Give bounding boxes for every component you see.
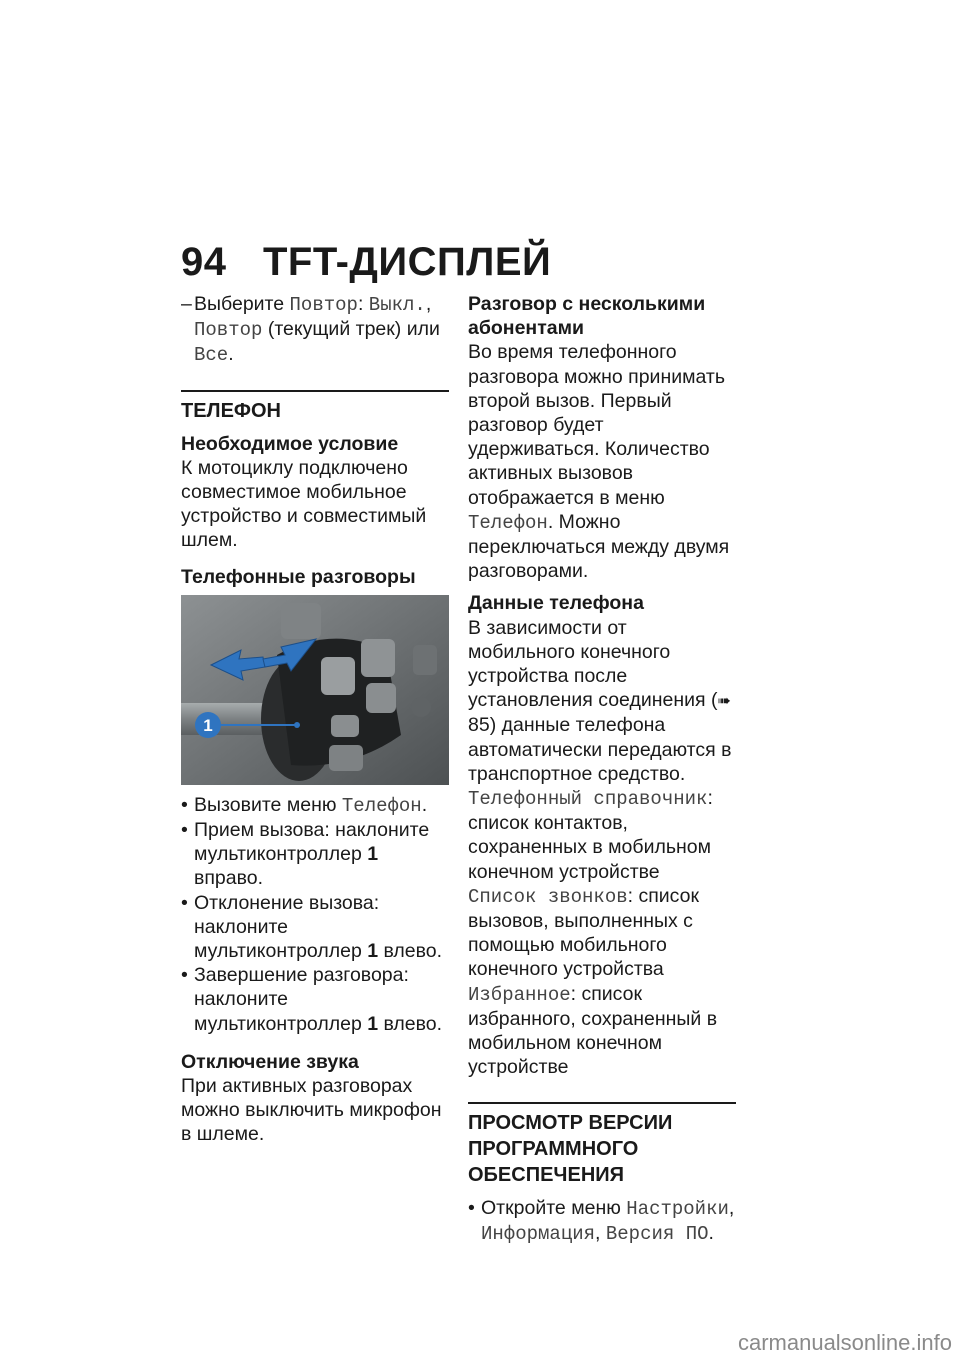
subheading-multiple-calls: Разговор с несколькими абонентами [468,293,706,340]
left-column [181,292,449,1147]
section-title-phone: ТЕЛЕФОН [181,399,281,422]
list-item: • Вызовите меню Телефон. [181,793,428,817]
list-item: • Прием вызова: наклоните мультиконтроллер 1 вправо. [181,819,430,890]
right-column [468,292,736,1246]
page-header [181,240,551,285]
controller-illustration [181,595,449,785]
requirement-text: К мотоциклу подключено совместимое мобильное устройство и совместимый шлем. [181,456,427,552]
section-rule [468,1102,736,1104]
intro-item: – Выберите Повтор: Выкл., Повтор (текущий трек) или Все. [181,293,440,367]
list-item: • Отклонение вызова: наклоните мультиконтроллер 1 влево. [181,891,443,963]
multi-call-text: Во время телефонного разговора можно принимать второй вызов. Первый разговор будет удерживаться. Количество активных вызовов отображается в меню Телефон. Можно переключаться между двумя разговорами. [468,341,730,583]
favorites-item: Избранное: список избранного, сохраненный в мобильном конечном устройстве [468,982,718,1079]
page-title: TFT-ДИСПЛЕЙ [263,240,552,284]
subheading-requirement: Необходимое условие [181,432,399,455]
callout-label: 1 [203,715,213,735]
phone-data-text: В зависимости от мобильного конечного устройства после установления соединения (➠ 85) данные телефона автоматически передаются в транспортное средство. [468,616,732,785]
call-list-item: Список звонков: список вызовов, выполненных с помощью мобильного конечного устройства [468,884,700,981]
watermark: carmanualsonline.info [737,1330,952,1355]
subheading-calls: Телефонные разговоры [181,565,416,588]
list-item: • Завершение разговора: наклоните мультиконтроллер 1 влево. [181,964,443,1035]
page-reference-arrow-icon: ➠ [717,691,731,711]
subheading-phone-data: Данные телефона [468,592,644,615]
section-rule [181,390,449,392]
subheading-mute: Отключение звука [181,1050,359,1073]
section-title-software-version: ПРОСМОТР ВЕРСИИ ПРОГРАММНОГО ОБЕСПЕЧЕНИЯ [468,1111,673,1186]
handlebar-controller-photo [181,595,449,785]
list-item: • Откройте меню Настройки, Информация, Версия ПО. [468,1196,735,1245]
mute-text: При активных разговорах можно выключить микрофон в шлеме. [181,1075,442,1146]
page-number: 94 [181,240,227,284]
phonebook-item: Телефонный справочник: список контактов, сохраненных в мобильном конечном устройстве [468,787,713,883]
